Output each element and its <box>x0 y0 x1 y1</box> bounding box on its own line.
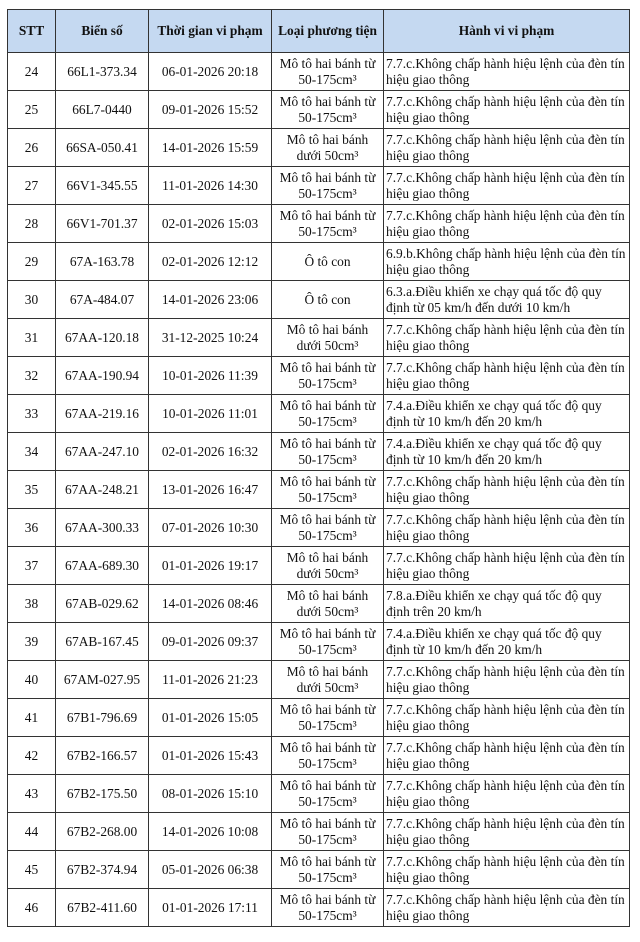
cell-stt: 45 <box>8 851 56 889</box>
cell-violation: 7.7.c.Không chấp hành hiệu lệnh của đèn tín hiệu giao thông <box>384 889 630 927</box>
cell-stt: 39 <box>8 623 56 661</box>
cell-time: 05-01-2026 06:38 <box>149 851 272 889</box>
cell-violation: 7.7.c.Không chấp hành hiệu lệnh của đèn tín hiệu giao thông <box>384 851 630 889</box>
cell-violation: 7.7.c.Không chấp hành hiệu lệnh của đèn tín hiệu giao thông <box>384 471 630 509</box>
cell-stt: 29 <box>8 243 56 281</box>
cell-stt: 25 <box>8 91 56 129</box>
cell-plate: 66SA-050.41 <box>56 129 149 167</box>
cell-plate: 67B2-411.60 <box>56 889 149 927</box>
cell-violation: 6.3.a.Điều khiển xe chạy quá tốc độ quy định từ 05 km/h đến dưới 10 km/h <box>384 281 630 319</box>
table-row <box>8 471 630 509</box>
cell-plate: 66V1-701.37 <box>56 205 149 243</box>
cell-vehicle: Mô tô hai bánh từ 50-175cm³ <box>272 623 384 661</box>
table-row <box>8 775 630 813</box>
table-body <box>8 53 630 927</box>
header-time: Thời gian vi phạm <box>149 10 272 53</box>
cell-vehicle: Mô tô hai bánh từ 50-175cm³ <box>272 889 384 927</box>
cell-vehicle: Mô tô hai bánh từ 50-175cm³ <box>272 471 384 509</box>
cell-stt: 38 <box>8 585 56 623</box>
cell-plate: 67AA-300.33 <box>56 509 149 547</box>
cell-violation: 7.7.c.Không chấp hành hiệu lệnh của đèn tín hiệu giao thông <box>384 91 630 129</box>
cell-violation: 7.7.c.Không chấp hành hiệu lệnh của đèn tín hiệu giao thông <box>384 509 630 547</box>
cell-plate: 67A-163.78 <box>56 243 149 281</box>
cell-time: 02-01-2026 15:03 <box>149 205 272 243</box>
table-row <box>8 167 630 205</box>
cell-time: 01-01-2026 19:17 <box>149 547 272 585</box>
cell-time: 06-01-2026 20:18 <box>149 53 272 91</box>
header-violation: Hành vi vi phạm <box>384 10 630 53</box>
cell-time: 09-01-2026 09:37 <box>149 623 272 661</box>
cell-vehicle: Mô tô hai bánh dưới 50cm³ <box>272 547 384 585</box>
cell-plate: 67B2-374.94 <box>56 851 149 889</box>
cell-plate: 67AA-247.10 <box>56 433 149 471</box>
cell-vehicle: Mô tô hai bánh từ 50-175cm³ <box>272 813 384 851</box>
cell-vehicle: Mô tô hai bánh từ 50-175cm³ <box>272 433 384 471</box>
cell-stt: 35 <box>8 471 56 509</box>
table-row <box>8 129 630 167</box>
cell-plate: 67AA-248.21 <box>56 471 149 509</box>
cell-vehicle: Mô tô hai bánh từ 50-175cm³ <box>272 395 384 433</box>
cell-time: 01-01-2026 15:43 <box>149 737 272 775</box>
cell-plate: 67B1-796.69 <box>56 699 149 737</box>
cell-violation: 7.7.c.Không chấp hành hiệu lệnh của đèn tín hiệu giao thông <box>384 319 630 357</box>
cell-vehicle: Mô tô hai bánh dưới 50cm³ <box>272 129 384 167</box>
table-row <box>8 737 630 775</box>
cell-stt: 42 <box>8 737 56 775</box>
cell-plate: 66V1-345.55 <box>56 167 149 205</box>
cell-vehicle: Mô tô hai bánh từ 50-175cm³ <box>272 53 384 91</box>
cell-time: 11-01-2026 21:23 <box>149 661 272 699</box>
cell-time: 10-01-2026 11:01 <box>149 395 272 433</box>
cell-stt: 34 <box>8 433 56 471</box>
violations-table-container <box>7 9 629 927</box>
cell-stt: 27 <box>8 167 56 205</box>
table-row <box>8 319 630 357</box>
cell-vehicle: Mô tô hai bánh dưới 50cm³ <box>272 585 384 623</box>
table-row <box>8 53 630 91</box>
cell-plate: 66L7-0440 <box>56 91 149 129</box>
cell-stt: 33 <box>8 395 56 433</box>
cell-plate: 67AB-029.62 <box>56 585 149 623</box>
cell-stt: 43 <box>8 775 56 813</box>
table-row <box>8 205 630 243</box>
cell-time: 01-01-2026 17:11 <box>149 889 272 927</box>
cell-stt: 44 <box>8 813 56 851</box>
header-stt: STT <box>8 10 56 53</box>
cell-time: 14-01-2026 23:06 <box>149 281 272 319</box>
table-row <box>8 661 630 699</box>
cell-vehicle: Mô tô hai bánh từ 50-175cm³ <box>272 509 384 547</box>
table-row <box>8 889 630 927</box>
table-header <box>8 10 630 53</box>
cell-vehicle: Mô tô hai bánh từ 50-175cm³ <box>272 699 384 737</box>
cell-plate: 67B2-268.00 <box>56 813 149 851</box>
table-row <box>8 813 630 851</box>
table-row <box>8 395 630 433</box>
cell-plate: 67B2-175.50 <box>56 775 149 813</box>
table-row <box>8 509 630 547</box>
cell-stt: 30 <box>8 281 56 319</box>
cell-stt: 32 <box>8 357 56 395</box>
cell-time: 14-01-2026 08:46 <box>149 585 272 623</box>
cell-time: 01-01-2026 15:05 <box>149 699 272 737</box>
cell-vehicle: Ô tô con <box>272 243 384 281</box>
cell-time: 02-01-2026 12:12 <box>149 243 272 281</box>
cell-time: 08-01-2026 15:10 <box>149 775 272 813</box>
cell-violation: 7.4.a.Điều khiển xe chạy quá tốc độ quy định từ 10 km/h đến 20 km/h <box>384 623 630 661</box>
cell-stt: 24 <box>8 53 56 91</box>
cell-vehicle: Mô tô hai bánh từ 50-175cm³ <box>272 775 384 813</box>
cell-vehicle: Mô tô hai bánh dưới 50cm³ <box>272 661 384 699</box>
table-row <box>8 699 630 737</box>
cell-violation: 7.7.c.Không chấp hành hiệu lệnh của đèn tín hiệu giao thông <box>384 205 630 243</box>
cell-plate: 67AA-190.94 <box>56 357 149 395</box>
cell-violation: 7.7.c.Không chấp hành hiệu lệnh của đèn tín hiệu giao thông <box>384 775 630 813</box>
cell-violation: 7.7.c.Không chấp hành hiệu lệnh của đèn tín hiệu giao thông <box>384 167 630 205</box>
header-row <box>8 10 630 53</box>
table-row <box>8 623 630 661</box>
header-vehicle: Loại phương tiện <box>272 10 384 53</box>
cell-vehicle: Mô tô hai bánh từ 50-175cm³ <box>272 851 384 889</box>
cell-vehicle: Ô tô con <box>272 281 384 319</box>
cell-violation: 7.7.c.Không chấp hành hiệu lệnh của đèn tín hiệu giao thông <box>384 53 630 91</box>
cell-time: 13-01-2026 16:47 <box>149 471 272 509</box>
cell-vehicle: Mô tô hai bánh từ 50-175cm³ <box>272 167 384 205</box>
cell-violation: 7.8.a.Điều khiển xe chạy quá tốc độ quy định trên 20 km/h <box>384 585 630 623</box>
cell-stt: 28 <box>8 205 56 243</box>
cell-stt: 46 <box>8 889 56 927</box>
table-row <box>8 281 630 319</box>
cell-violation: 6.9.b.Không chấp hành hiệu lệnh của đèn tín hiệu giao thông <box>384 243 630 281</box>
cell-violation: 7.4.a.Điều khiển xe chạy quá tốc độ quy định từ 10 km/h đến 20 km/h <box>384 433 630 471</box>
violations-table <box>7 9 630 927</box>
table-row <box>8 243 630 281</box>
cell-plate: 67AA-120.18 <box>56 319 149 357</box>
cell-violation: 7.7.c.Không chấp hành hiệu lệnh của đèn tín hiệu giao thông <box>384 357 630 395</box>
table-row <box>8 851 630 889</box>
cell-vehicle: Mô tô hai bánh dưới 50cm³ <box>272 319 384 357</box>
cell-violation: 7.7.c.Không chấp hành hiệu lệnh của đèn tín hiệu giao thông <box>384 813 630 851</box>
cell-plate: 67AA-689.30 <box>56 547 149 585</box>
cell-time: 31-12-2025 10:24 <box>149 319 272 357</box>
cell-violation: 7.7.c.Không chấp hành hiệu lệnh của đèn tín hiệu giao thông <box>384 737 630 775</box>
cell-plate: 67AB-167.45 <box>56 623 149 661</box>
cell-time: 02-01-2026 16:32 <box>149 433 272 471</box>
cell-time: 14-01-2026 10:08 <box>149 813 272 851</box>
cell-vehicle: Mô tô hai bánh từ 50-175cm³ <box>272 91 384 129</box>
table-row <box>8 547 630 585</box>
table-row <box>8 91 630 129</box>
cell-plate: 67B2-166.57 <box>56 737 149 775</box>
cell-plate: 67AA-219.16 <box>56 395 149 433</box>
cell-violation: 7.7.c.Không chấp hành hiệu lệnh của đèn tín hiệu giao thông <box>384 547 630 585</box>
cell-violation: 7.7.c.Không chấp hành hiệu lệnh của đèn tín hiệu giao thông <box>384 129 630 167</box>
cell-vehicle: Mô tô hai bánh từ 50-175cm³ <box>272 357 384 395</box>
header-plate: Biển số <box>56 10 149 53</box>
cell-stt: 41 <box>8 699 56 737</box>
cell-stt: 31 <box>8 319 56 357</box>
cell-stt: 40 <box>8 661 56 699</box>
cell-stt: 36 <box>8 509 56 547</box>
table-row <box>8 357 630 395</box>
cell-stt: 26 <box>8 129 56 167</box>
cell-time: 07-01-2026 10:30 <box>149 509 272 547</box>
cell-violation: 7.7.c.Không chấp hành hiệu lệnh của đèn tín hiệu giao thông <box>384 661 630 699</box>
cell-stt: 37 <box>8 547 56 585</box>
cell-time: 10-01-2026 11:39 <box>149 357 272 395</box>
cell-time: 09-01-2026 15:52 <box>149 91 272 129</box>
table-row <box>8 433 630 471</box>
table-row <box>8 585 630 623</box>
cell-violation: 7.4.a.Điều khiển xe chạy quá tốc độ quy định từ 10 km/h đến 20 km/h <box>384 395 630 433</box>
cell-time: 11-01-2026 14:30 <box>149 167 272 205</box>
cell-time: 14-01-2026 15:59 <box>149 129 272 167</box>
cell-vehicle: Mô tô hai bánh từ 50-175cm³ <box>272 205 384 243</box>
cell-plate: 67A-484.07 <box>56 281 149 319</box>
cell-vehicle: Mô tô hai bánh từ 50-175cm³ <box>272 737 384 775</box>
cell-violation: 7.7.c.Không chấp hành hiệu lệnh của đèn tín hiệu giao thông <box>384 699 630 737</box>
cell-plate: 66L1-373.34 <box>56 53 149 91</box>
cell-plate: 67AM-027.95 <box>56 661 149 699</box>
